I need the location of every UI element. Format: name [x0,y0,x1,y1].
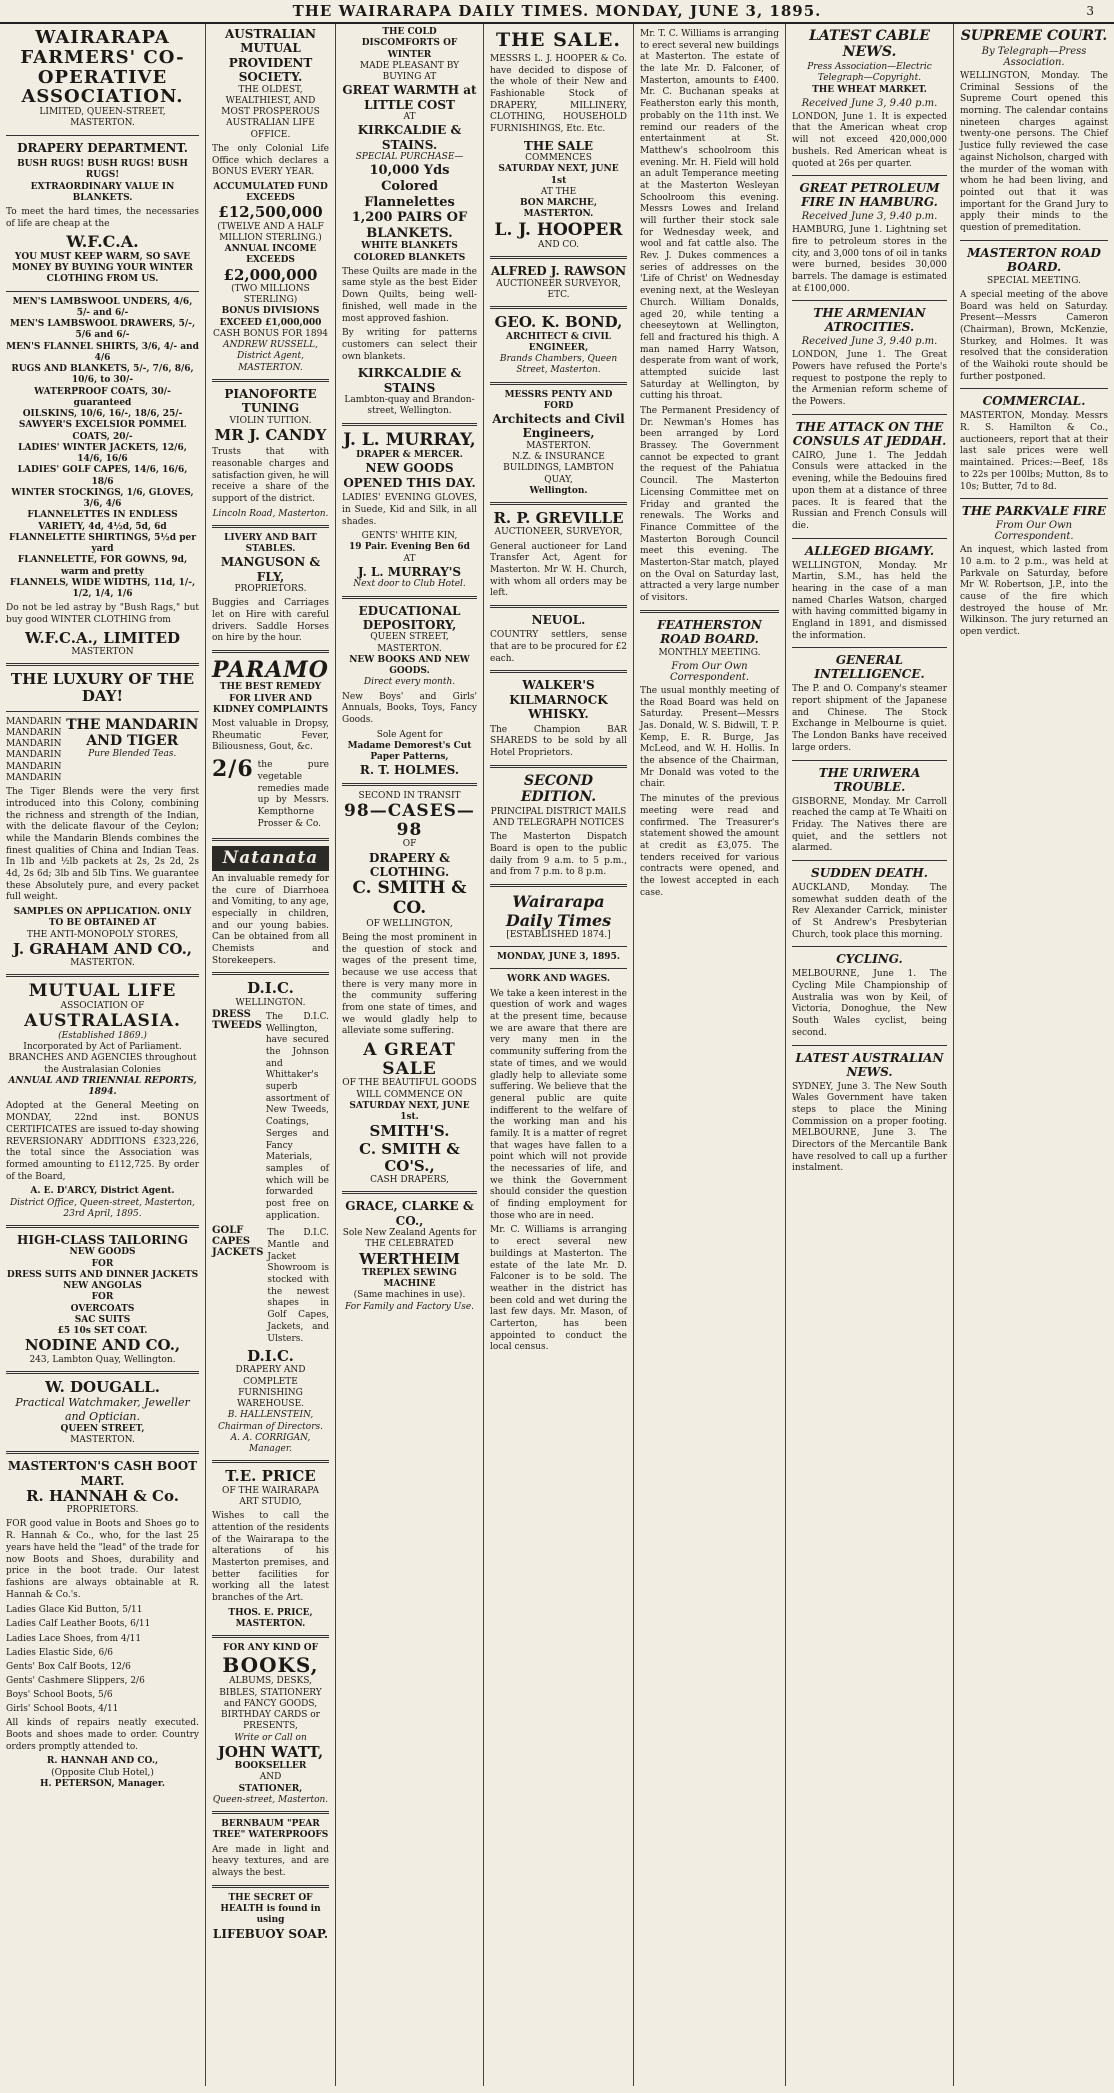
parkvale-body: An inquest, which lasted from 10 a.m. to 2 p.m., was held at Parkvale on Saturday, before Mr W. Robertson, J.P., into the cause of the fire which destroyed the house of Mr. Wilkinson. The jury returned an open verdict. [960,545,1108,637]
bootmart-list-item: Gents' Cashmere Slippers, 2/6 [6,1675,145,1686]
armenian-recd: Received June 3, 9.40 p.m. [801,336,938,348]
winter-heading: YOU MUST KEEP WARM, SO SAVE MONEY BY BUYING YOUR WINTER CLOTHING FROM US. [12,251,193,285]
candy-addr: Lincoln Road, Masterton. [212,508,329,519]
column-1 [0,24,206,2086]
amp-bonus: BONUS DIVISIONS EXCEED £1,000,000 [219,306,322,328]
mutual-addr: District Office, Queen-street, Masterton, 23rd April, 1895. [9,1197,196,1219]
bond-sub: ARCHITECT & CIVIL ENGINEER, [505,331,612,353]
mandarin-side-word: MANDARIN [6,739,62,750]
ninety-second: SECOND IN TRANSIT [358,790,461,801]
mandarin-side-word: MANDARIN [6,772,62,783]
paramo-body: Most valuable in Dropsy, Rheumatic Fever, Biliousness, Gout, &c. [212,719,329,753]
books-and: AND [259,1772,282,1783]
mutual-branches: BRANCHES AND AGENCIES throughout the Australasian Colonies [8,1053,197,1075]
dougall-trade: Practical Watchmaker, Jeweller and Optician. [15,1396,190,1423]
extra-value: EXTRAORDINARY VALUE IN BLANKETS. [30,181,175,203]
sale-comm: COMMENCES [525,153,592,164]
penty-sub: Architects and Civil Engineers, [492,412,625,441]
amp-fund: £12,500,000 [218,203,323,222]
bootmart-body: FOR good value in Boots and Shoes go to R. Hannah & Co., who, for the last 25 years have held the "lead" of the trade for now Boots and Shoes, durability and price in the boot trade. Our latest fashions are always obtainable at R. Hannah & Co.'s. [6,1519,199,1600]
column-7 [954,24,1114,2086]
price-sub: OF THE WAIRARAPA ART STUDIO, [222,1485,319,1507]
smith-place: OF WELLINGTON, [366,918,453,929]
educ-direct: Direct every month. [363,677,456,688]
sale-at: AT THE [540,186,577,197]
rawson-sub: AUCTIONEER SURVEYOR, ETC. [496,278,621,301]
hooper-and: AND CO. [537,240,580,251]
smith-beaut: OF THE BEAUTIFUL GOODS [342,1078,477,1089]
dic-golf-row [212,1225,329,1348]
dic-sign: B. HALLENSTEIN, Chairman of Directors. A. A. CORRIGAN, Manager. [218,1410,323,1455]
murray-shirt: GENTS' WHITE KIN, [361,531,458,542]
newspaper-title: THE WAIRARAPA DAILY TIMES. MONDAY, JUNE 3, 1895. [292,2,822,20]
news-body-2: The Permanent Presidency of Dr. Newman's Homes has been arranged by Lord Brassey. The Government cannot be expected to grant the request of the Pahiatua Council. The Masterton Licensing Committee met on Friday and granted the renewals. The Works and Finance Committee of the Masterton Borough Council meet this evening. The Masterton-Star match, played on the Oval on Saturday last, attracted a very large number of visitors. [640,406,779,603]
kirk-h2: 1,200 PAIRS OF BLANKETS. [351,210,468,241]
neuol-head: NEUOL. [531,613,586,627]
smith-great: A GREAT SALE [363,1040,456,1079]
hannah-firm: R. HANNAH & Co. [26,1486,179,1505]
hannah-sub: PROPRIETORS. [66,1505,139,1516]
books-trade-2: STATIONER, [238,1783,303,1794]
livery-body: Buggies and Carriages let on Hire with careful drivers. Saddle Horses on hire by the hour. [212,598,329,644]
bootmart-list-item: Boys' School Boots, 5/6 [6,1690,113,1701]
pear-body: Are made in light and heavy textures, and are always the best. [212,1844,329,1879]
natanata-body: An invaluable remedy for the cure of Diarrhoea and Vomiting, to any age, especially in children, and our young babies. Can be obtained from all Chemists and Storekeepers. [212,873,329,966]
smith-firm-2: SMITH'S. [369,1122,450,1141]
australian-head: LATEST AUSTRALIAN NEWS. [795,1050,944,1079]
uriwera-body: GISBORNE, Monday. Mr Carroll reached the camp at Te Whaiti on Friday. The Natives there are quiet, and the settlers not alarmed. [792,796,947,854]
paramo-tag: THE BEST REMEDY FOR LIVER AND KIDNEY COMPLAINTS [212,682,329,715]
armenian-head: THE ARMENIAN ATROCITIES. [813,306,926,335]
lifebuoy-head: THE SECRET OF HEALTH is found in using [220,1892,321,1926]
farmers-item: MEN'S LAMBSWOOL DRAWERS, 5/-, 5/6 and 6/- [9,319,196,341]
murray-gloves: LADIES' EVENING GLOVES, in Suede, Kid and Silk, in all shades. [342,493,477,527]
sale-the: THE SALE [523,138,594,153]
times-date: MONDAY, JUNE 3, 1895. [497,952,620,963]
tailoring-head: HIGH-CLASS TAILORING [17,1233,188,1248]
tailoring-line: £5 10s SET COAT. [57,1326,148,1337]
mastroad-head: MASTERTON ROAD BOARD. [967,245,1101,274]
grace-sole: Sole New Zealand Agents for [342,1228,477,1239]
farmers-note: Do not be led astray by "Bush Rags," but buy good WINTER CLOTHING from [6,603,199,626]
kirk-big: GREAT WARMTH at LITTLE COST [342,83,477,112]
livery-head: LIVERY AND BAIT STABLES. [224,532,317,555]
petrol-body: HAMBURG, June 1. Lightning set fire to petroleum stores in the city, and 3,000 tons of oil in tanks were burned, besides 30,000 barrels. The damage is estimated at £100,000. [792,225,947,294]
featherston-from: From Our Own Correspondent. [669,660,750,683]
mandarin-side-word: MANDARIN [6,761,62,772]
news-body: Mr. T. C. Williams is arranging to erect several new buildings at Masterton. The estate of the late Mr. D. Falconer, of Masterton, amounts to £400. Mr. C. Buchanan speaks at Featherston early this month, probably on the 11th inst. We remind our readers of the entertainment at St. Matthew's schoolroom this evening. Mr. H. Field will hold an adult Temperance meeting at the Masterton Wesleyan Schoolroom this evening. Messrs Lowes and Ireland will further their stock sale for Wednesday week, and wool and fat cattle also. The Rev. J. Dukes commences a series of addresses on the 'Life of Christ' on Wednesday evening next, at the Wesleyan Church. William Donalds, aged 20, while tenting a cheeseytown at Wellington, fell and fractured his thigh. A man named Harry Watson, desperate from want of work, attempted suicide last Saturday at Wellington, by cutting his throat. [640,29,779,402]
second-edition-head: SECOND EDITION. [520,772,597,805]
times-sub: WORK AND WAGES. [507,974,610,985]
greville-body: General auctioneer for Land Transfer Act, Agent for Masterton. Mr W. H. Church, with whom all orders may be left. [490,541,627,599]
ninety-drapery: DRAPERY & CLOTHING. [368,850,451,880]
masthead [0,0,1114,24]
cycling-body: MELBOURNE, June 1. The Cycling Mile Championship of Australia was won by Keil, of Victoria, Donoghue, the New South Wales cyclist, being second. [792,969,947,1038]
featherston-body-3: The minutes of the previous meeting were read and confirmed. The Treasurer's statement showed the amount at credit as £3,075. The tenders received for various contracts were opened, and the lowest accepted in each case. [640,794,779,898]
times-body: We take a keen interest in the question of work and wages at the present time, because we are aware that there are very many men in the community suffering from the state of times, and we would gladly help to alleviate some suffering. We believe that the general public are quite indifferent to the welfare of the working man and his family. It is a matter of regret that wages have fallen to a point which will not provide the necessaries of life, and we think the Government should consider the question of finding employment for those who are in need. [490,988,627,1221]
cable-wheat: THE WHEAT MARKET. [812,84,927,95]
kirk-colored: COLORED BLANKETS [353,252,466,263]
educ-body: New Boys' and Girls' Annuals, Books, Toys, Fancy Goods. [342,691,477,725]
kirk-white: WHITE BLANKETS [361,241,458,252]
educ-sole: Sole Agent for [376,729,443,740]
farmers-item: LADIES' WINTER JACKETS, 12/6, 14/6, 16/6 [18,442,187,465]
grace-for: For Family and Factory Use. [344,1301,475,1312]
column-5 [634,24,786,2086]
amp-agent: ANDREW RUSSELL, District Agent, MASTERTON. [223,340,318,373]
farmers-item: MEN'S FLANNEL SHIRTS, 3/6, 4/- and 4/6 [6,341,199,363]
kirk-body: These Quilts are made in the same style as the best Eider Down Quilts, being well-finished, well made in the most approved fashion. [342,266,477,324]
drapery-dept: DRAPERY DEPARTMENT. [17,140,188,155]
bootmart-list-item: Ladies Calf Leather Boots, 6/11 [6,1619,151,1630]
tailoring-line: OVERCOATS [70,1303,135,1314]
bootmart-list-item: Ladies Glace Kid Button, 5/11 [6,1605,143,1616]
featherston-sub: MONTHLY MEETING. [658,647,761,658]
column-6 [786,24,954,2086]
luxury-head: THE LUXURY OF THE DAY! [10,670,195,706]
livery-sub: PROPRIETORS. [234,584,307,595]
mandarin-side-word: MANDARIN [6,716,62,727]
candy-body: Trusts that with reasonable charges and satisfaction given, he will receive a share of the support of the district. [212,447,329,504]
books-sub-2: BIRTHDAY CARDS or PRESENTS, [221,1710,320,1732]
kirk-addr: Lambton-quay and Brandon-street, Wellington. [344,395,475,417]
amp-body: The only Colonial Life Office which declares a BONUS EVERY YEAR. [212,143,329,178]
bond-addr: Brands Chambers, Queen Street, Masterton. [499,354,618,376]
dougall-addr: QUEEN STREET, [60,1423,145,1434]
grace-firm: GRACE, CLARKE & CO., [345,1199,474,1228]
featherston-head: FEATHERSTON ROAD BOARD. [657,617,762,646]
times-est: [ESTABLISHED 1874.] [506,929,611,940]
tailoring-line: NEW GOODS [69,1247,136,1258]
farmers-items [6,297,199,601]
mastroad-body: A special meeting of the above Board was held on Saturday. Present—Messrs Cameron (Chairman), Brown, McKenzie, Sturkey, and Holmes. It was resolved that the consideration of the Waihoki route should be further postponed. [960,289,1108,382]
amp-inc-val: £2,000,000 [223,265,318,284]
petrol-recd: Received June 3, 9.40 p.m. [801,211,938,223]
dougall-name: W. DOUGALL. [45,1377,160,1396]
parkvale-head: THE PARKVALE FIRE [961,504,1107,519]
mutual-title: MUTUAL LIFE [28,981,177,1002]
tailoring-line: NEW ANGOLAS [63,1281,142,1292]
greville-name: R. P. GREVILLE [493,509,624,528]
amp-accum: ACCUMULATED FUND EXCEEDS [213,181,328,204]
grace-brand: THE CELEBRATED [365,1239,454,1250]
farmers-item: OILSKINS, 10/6, 16/-, 18/6, 25/- [22,409,183,420]
paramo-price-note: the pure vegetable remedies made up by Messrs. Kempthorne Prosser & Co. [257,760,329,829]
petrol-head: GREAT PETROLEUM FIRE IN HAMBURG. [799,181,940,210]
australian-body: SYDNEY, June 3. The New South Wales Government have taken steps to place the Mining Commission on a proper footing. MELBOURNE, June 3. The Directors of the Mercantile Bank have resolved to call up a further instalment. [792,1081,947,1174]
farmers-item: FLANNELETTES IN ENDLESS VARIETY, 4d, 4½d, 5d, 6d [27,510,178,532]
ninety-big: 98—CASES—98 [344,801,475,840]
smith-cash: CASH DRAPERS, [370,1175,449,1186]
mandarin-block [6,717,199,785]
paramo-brand: PARAMO [212,657,329,684]
kirk-postage: By writing for patterns customers can select their own blankets. [342,328,477,362]
bootmart-title: MASTERTON'S CASH BOOT MART. [7,1459,198,1488]
paramo-price-row [212,757,329,833]
educ-addr: QUEEN STREET, MASTERTON. [370,632,449,654]
wfca-mark: W.F.C.A. [66,232,139,252]
bigamy-head: ALLEGED BIGAMY. [804,543,935,558]
farmers-item: SAWYER'S EXCELSIOR POMMEL COATS, 20/- [18,420,187,442]
pear-head: BERNBAUM "PEAR TREE" WATERPROOFS [212,1819,329,1841]
mutual-assoc: ASSOCIATION OF [60,1001,145,1012]
books-trade: BOOKSELLER [234,1761,307,1772]
column-3 [336,24,484,2086]
dougall-town: MASTERTON. [70,1434,135,1445]
dic-title: D.I.C. [247,979,294,998]
farmers-item: RUGS AND BLANKETS, 5/-, 7/6, 8/6, 10/6, to 30/- [11,364,194,386]
penty-addr: N.Z. & INSURANCE BUILDINGS, LAMBTON QUAY, [503,452,614,485]
murray-name: J. L. MURRAY, [343,429,476,450]
kirk-at: AT [403,112,416,123]
grace-sub: (Same machines in use). [353,1290,466,1301]
farmers-item: FLANNELS, WIDE WIDTHS, 11d, 1/-, 1/2, 1/4, 1/6 [9,577,196,600]
murray-price: 19 Pair. Evening Ben 6d [349,542,470,553]
lifebuoy-brand: LIFEBUOY SOAP. [212,1926,329,1941]
smith-will: WILL COMMENCE ON [356,1089,463,1100]
tailoring-line: FOR [91,1292,114,1303]
price-title: T.E. PRICE [225,1467,316,1486]
farmers-item: WINTER STOCKINGS, 1/6, GLOVES, 3/6, 4/6 [11,487,194,510]
penty-head: MESSRS PENTY AND FORD [504,389,613,411]
paramo-price: 2/6 [212,756,254,783]
armenian-body: LONDON, June 1. The Great Powers have refused the Porte's request to postpone the reply to the Armenian reform scheme of the Powers. [792,350,947,408]
nodine-firm: NODINE AND CO., [24,1336,181,1355]
whisky-body: The Champion BAR SHAREDS to be sold by all Hotel Proprietors. [490,724,627,758]
educ-name: R. T. HOLMES. [359,763,460,778]
sudden-body: AUCKLAND, Monday. The somewhat sudden death of the Rev Alexander Carrick, minister of St Andrew's Presbyterian Church, took place this morning. [792,882,947,940]
mutual-report: ANNUAL AND TRIENNIAL REPORTS, 1894. [8,1075,197,1098]
kirk-special: SPECIAL PURCHASE— [355,152,464,163]
books-write: Write or Call on [234,1732,307,1743]
rawson-name: ALFRED J. RAWSON [490,264,627,279]
price-sign: THOS. E. PRICE, MASTERTON. [228,1607,313,1629]
bigamy-body: WELLINGTON, Monday. Mr Martin, S.M., has held the hearing in the case of a man named Charles Watson, charged with having committed bigamy in England in 1891, and dismissed the information. [792,560,947,641]
dic-place: WELLINGTON. [235,997,306,1008]
farmers-title: WAIRARAPA FARMERS' CO-OPERATIVE ASSOCIATION. [20,27,185,108]
murray-sub: DRAPER & MERCER. [356,450,463,461]
cable-head: LATEST CABLE NEWS. [809,28,930,60]
nodine-addr: 243, Lambton Quay, Wellington. [29,1354,176,1365]
court-head: SUPREME COURT. [960,28,1108,44]
books-big: BOOKS, [222,1653,319,1678]
dic-body: The D.I.C. Wellington, have secured the Johnson and Whittaker's superb assortment of New Tweeds, Coatings, Serges and Fancy Materials, samples of which will be forwarded post free on application. [265,1011,329,1221]
dic-golf: GOLF CAPES JACKETS [212,1225,264,1259]
penty-place: MASTERTON. [526,440,591,451]
penty-place-2: Wellington. [529,485,588,496]
educ-mad: Madame Demorest's Cut Paper Patterns, [347,740,472,763]
bootmart-list-item: Girls' School Boots, 4/11 [6,1704,119,1715]
dic-dress-row [212,1009,329,1225]
dic-dress: DRESS TWEEDS [212,1008,262,1031]
tailoring-line: FOR [91,1258,114,1269]
kirk-firm-2: KIRKCALDIE & STAINS [357,366,462,395]
price-body: Wishes to call the attention of the residents of the Wairarapa to the alterations of his Masterton premises, and better facilities for working all the latest branches of the Art. [212,1511,329,1603]
column-4 [484,24,634,2086]
amp-cash: CASH BONUS FOR 1894 [212,328,329,339]
mandarin-sub: Pure Blended Teas. [88,748,177,759]
smith-date: SATURDAY NEXT, JUNE 1st. [349,1100,470,1123]
natanata-brand: Natanata [212,846,329,871]
dic-body-2: The D.I.C. Mantle and Jacket Showroom is stocked with the newest shapes in Golf Capes, Jackets, and Ulsters. [267,1228,329,1344]
murray-near: Next door to Club Hotel. [353,579,466,590]
mutual-sign: A. E. D'ARCY, District Agent. [30,1186,175,1197]
attack-head: THE ATTACK ON THE CONSULS AT JEDDAH. [792,419,947,448]
kirk-h1: 10,000 Yds Colored Flannelettes [364,163,455,210]
tailoring-lines [6,1247,199,1337]
farmers-footer: W.F.C.A., LIMITED [24,628,181,647]
mandarin-brand: THE MANDARIN AND TIGER [66,716,199,749]
hannah-firm-2: R. HANNAH AND CO., [46,1756,159,1767]
hannah-manager: H. PETERSON, Manager. [40,1778,165,1789]
farmers-town: MASTERTON [71,646,134,657]
amp-income: ANNUAL INCOME EXCEEDS [224,244,317,266]
general-head: GENERAL INTELLIGENCE. [814,653,925,682]
tailoring-line: SAC SUITS [74,1314,131,1325]
whisky-brand: WALKER'S KILMARNOCK WHISKY. [509,678,608,722]
hooper-firm: L. J. HOOPER [494,219,623,240]
uriwera-head: THE URIWERA TROUBLE. [818,765,921,794]
attack-body: CAIRO, June 1. The Jeddah Consuls were attacked in the evening, while the Bedouins fired upon them at a distance of three paces. It is feared that the Russian and French Consuls will die. [792,450,947,531]
cable-sub: Press Association—Electric Telegraph—Copyright. [807,62,932,84]
court-sub: By Telegraph—Press Association. [981,46,1087,68]
dic-title-2: D.I.C. [247,1347,294,1366]
greville-sub: AUCTIONEER, SURVEYOR, [494,527,623,538]
books-addr: Queen-street, Masterton. [212,1794,329,1805]
smith-firm-3: C. SMITH & CO'S., [359,1139,460,1175]
books-name: JOHN WATT, [217,1742,324,1761]
farmers-item: FLANNELETTE, FOR GOWNS, 9d, warm and pretty [17,555,188,577]
cable-recd: Received June 3, 9.40 p.m. [801,97,938,109]
candy-head: PIANOFORTE TUNING [224,386,317,416]
murray-new: NEW GOODS OPENED THIS DAY. [343,461,476,490]
bootmart-list-item: Gents' Box Calf Boots, 12/6 [6,1661,131,1672]
smith-body: Being the most prominent in the question of stock and wages of the present time, because we use access that there is very many more in the community suffering from one state of times, and we would gladly help to alleviate some suffering. [342,932,477,1037]
candy-sub: VIOLIN TUITION. [229,415,312,426]
second-edition-sub: PRINCIPAL DISTRICT MAILS AND TELEGRAPH NOTICES [490,806,627,828]
bootmart-list-item: Ladies Elastic Side, 6/6 [6,1647,113,1658]
graham-town: MASTERTON. [70,958,135,969]
smith-firm: C. SMITH & CO. [352,878,467,919]
times-title: Wairarapa Daily Times [505,891,612,930]
luxury-samples: SAMPLES ON APPLICATION. ONLY TO BE OBTAINED AT [13,907,192,929]
mandarin-side [6,717,62,785]
amp-sub: THE OLDEST, WEALTHIEST, AND MOST PROSPEROUS AUSTRALIAN LIFE OFFICE. [221,84,320,140]
parkvale-sub: From Our Own Correspondent. [994,520,1074,543]
mutual-inc: Incorporated by Act of Parliament. [23,1042,182,1053]
sudden-head: SUDDEN DEATH. [811,865,928,880]
tailoring-line: DRESS SUITS AND DINNER JACKETS [6,1269,199,1280]
sale-head: THE SALE. [495,29,622,51]
mandarin-side-word: MANDARIN [6,727,62,738]
ninety-of: OF [402,839,417,850]
commercial-head: COMMERCIAL. [982,394,1086,409]
bootmart-tail: All kinds of repairs neatly executed. Boots and shoes made to order. Country orders promptly attended to. [6,1718,199,1752]
murray-at: AT [403,553,416,564]
grace-machine: TREPLEX SEWING MACHINE [362,1267,457,1290]
books-head: FOR ANY KIND OF [222,1643,319,1654]
farmers-item: LADIES' GOLF CAPES, 14/6, 16/6, 18/6 [17,465,188,487]
mandarin-side-word: MANDARIN [6,750,62,761]
livery-firm: MANGUSON & FLY, [220,555,321,584]
farmers-item: MEN'S LAMBSWOOL UNDERS, 4/6, 5/- and 6/- [12,296,193,318]
mutual-aus: AUSTRALASIA. [24,1011,181,1032]
sale-body: MESSRS L. J. HOOPER & Co. have decided to dispose of the whole of their New and Fashionable Stock of DRAPERY, MILLINERY, CLOTHING, HOUSEHOLD FURNISHINGS, Etc. Etc. [490,53,627,135]
kirk-firm: KIRKCALDIE & STAINS. [357,123,462,152]
court-body: WELLINGTON, Monday. The Criminal Sessions of the Supreme Court opened this morning. The calendar contains nineteen charges against twenty-one persons. The Chief Justice fully reviewed the case against Nicholson, charged with the murder of the woman with whom he had been living, and pointed out that it was important for the Grand Jury to apply their minds to the question of premeditation. [960,71,1108,233]
featherston-body: The usual monthly meeting of the Road Board was held on Saturday. Present—Messrs Jas. Donald, W. S. Bidwill, T. P. Kemp, E. R. Burge, Jas McLeod, and W. H. Hollis. In the absence of the Chairman, Mr Donald was voted to the chair. [640,685,779,790]
educ-new: NEW BOOKS AND NEW GOODS. [349,654,470,677]
commercial-body: MASTERTON, Monday. Messrs R. S. Hamilton & Co., auctioneers, report that at their last sale prices were well maintained. Prices:—Beef, 18s to 22s per 100lbs; Mutton, 8s to 10s; Butter, 7d to 8d. [960,411,1108,492]
murray-firm-2: J. L. MURRAY'S [357,564,462,579]
cycling-head: CYCLING. [836,952,903,967]
educ-head: EDUCATIONAL DEPOSITORY, [358,603,461,632]
kirk-head: THE COLD DISCOMFORTS OF WINTER [361,27,458,60]
hannah-opp: (Opposite Club Hotel,) [51,1767,154,1778]
bootmart-list-item: Ladies Lace Shoes, from 4/11 [6,1633,142,1644]
farmers-item: FLANNELETTE SHIRTINGS, 5½d per yard [9,532,196,555]
amp-title: AUSTRALIAN MUTUAL PROVIDENT SOCIETY. [225,27,316,85]
candy-name: MR J. CANDY [214,425,327,444]
bootmart-list [6,1604,199,1715]
farmers-sub: LIMITED, QUEEN-STREET, MASTERTON. [39,107,166,129]
bush-rugs: BUSH RUGS! BUSH RUGS! BUSH RUGS! [17,159,188,181]
column-2 [206,24,336,2086]
general-body: The P. and O. Company's steamer report shipment of the Japanese and Chinese. The Stock Exchange in Melbourne is quiet. The London Banks have received large orders. [792,684,947,753]
books-sub: ALBUMS, DESKS, BIBLES, STATIONERY and FANCY GOODS, [219,1676,322,1709]
bond-name: GEO. K. BOND, [494,313,623,332]
bottom-body: Mr. C. Williams is arranging to erect several new buildings at Masterton. The estate of the late Mr. D. Falconer is to be sold. The weather in the district has been cold and wet during the last few days. Mr. Mason, of Carterton, has been appointed to conduct the local census. [490,1225,627,1353]
luxury-body: The Tiger Blends were the very first introduced into this Colony, combining the richness and strength of the Indian, with the delicate flavour of the Ceylon; while the Mandarin Blends combines the finest qualities of China and Indian Teas. In 1lb and ½lb packets at 2s, 2s 2d, 2s 4d, 2s 6d; 3lb and 5lb Tins. We guarantee these Absolutely pure, and every packet full weight. [6,787,199,903]
amp-inc-sub: (TWO MILLIONS STERLING) [231,283,310,306]
sale-date: SATURDAY NEXT, JUNE 1st [498,164,619,186]
luxury-stores: THE ANTI-MONOPOLY STORES, [26,929,179,940]
mastroad-sub: SPECIAL MEETING. [986,275,1082,286]
kirk-sub: MADE PLEASANT BY BUYING AT [359,60,460,82]
page-number: 3 [1086,4,1094,18]
mutual-est: (Established 1869.) [58,1030,147,1041]
neuol-body: COUNTRY settlers, sense that are to be procured for £2 each. [490,630,627,664]
second-edition-body: The Masterton Dispatch Board is open to the public daily from 9 a.m. to 5 p.m., and from 7 p.m. to 8 p.m. [490,832,627,878]
graham-firm: J. GRAHAM AND CO., [12,939,193,958]
cable-body: LONDON, June 1. It is expected that the American wheat crop will not exceed 420,000,000 bushels. Red American wheat is quoted at 26s per quarter. [792,111,947,169]
amp-fund-sub: (TWELVE AND A HALF MILLION STERLING.) [217,221,324,243]
farmers-body: To meet the hard times, the necessaries of life are cheap at the [6,207,199,229]
dic-sub-2: DRAPERY AND COMPLETE FURNISHING WAREHOUSE. [235,1365,306,1410]
farmers-item: WATERPROOF COATS, 30/- guaranteed [34,386,171,408]
sale-bon: BON MARCHE, MASTERTON. [519,198,598,220]
grace-wertheim: WERTHEIM [359,1249,460,1268]
mutual-body: Adopted at the General Meeting on MONDAY, 22nd inst. BONUS CERTIFICATES are issued to-day showing REVERSIONARY ADDITIONS £323,226, the total since the Association was formed amounting to £112,725. By order of the Board, [6,1101,199,1182]
